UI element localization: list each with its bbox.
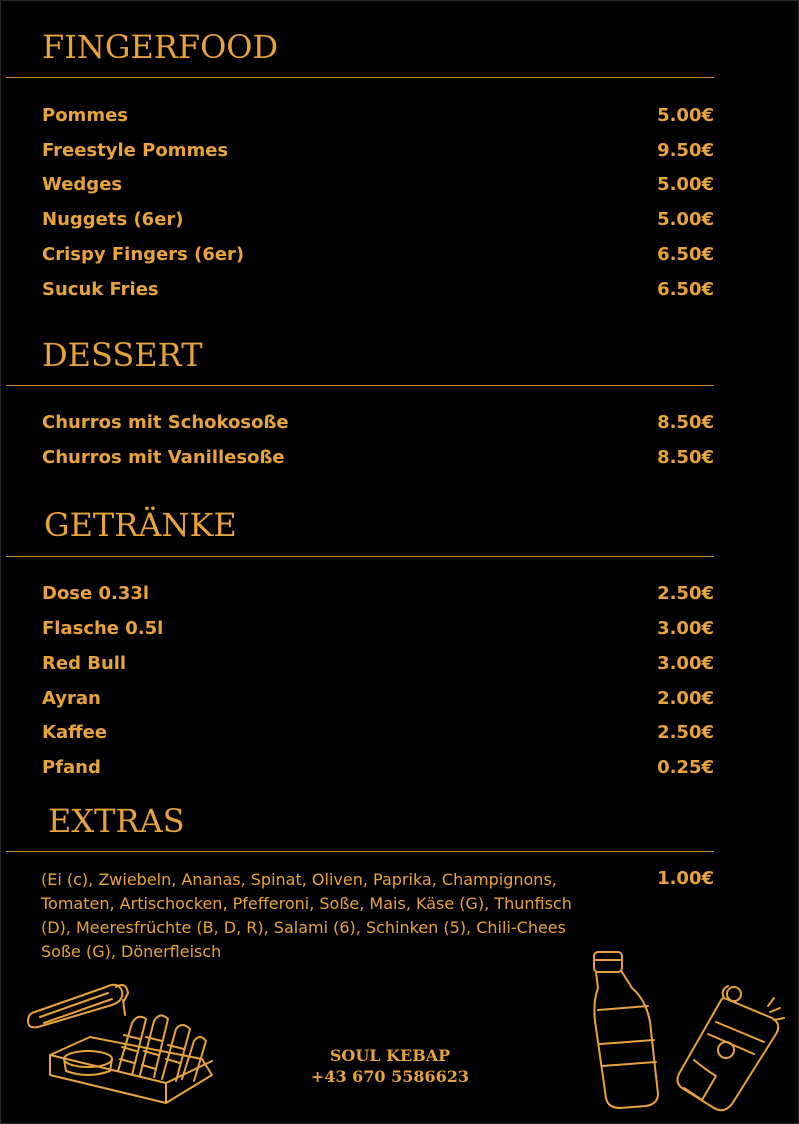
churros-icon [26, 975, 226, 1110]
item-price: 5.00€ [657, 173, 714, 195]
phone-number: +43 670 5586623 [310, 1067, 470, 1086]
menu-item [42, 276, 714, 302]
divider [6, 851, 714, 852]
item-price: 2.50€ [657, 721, 714, 743]
menu-item [42, 241, 714, 267]
menu-item [42, 650, 714, 676]
menu-item [42, 206, 714, 232]
item-price: 8.50€ [657, 411, 714, 433]
section-title-fingerfood: FINGERFOOD [42, 28, 279, 66]
menu-item [42, 615, 714, 641]
item-name: Pfand [42, 756, 101, 778]
item-price: 5.00€ [657, 208, 714, 230]
divider [6, 385, 714, 386]
divider [6, 556, 714, 557]
menu-item [42, 580, 714, 606]
section-title-getraenke: GETRÄNKE [44, 506, 237, 544]
extras-description: (Ei (c), Zwiebeln, Ananas, Spinat, Oliven, Paprika, Champignons, Tomaten, Artischocken, Pfefferoni, Soße, Mais, Käse (G), Thunfisch (D), Meeresfrüchte (B, D, R), Salami (6), Schinken (5), Chili-Chees Soße (G), Dönerfleisch [41, 870, 572, 961]
item-name: Ayran [42, 687, 101, 709]
item-name: Sucuk Fries [42, 278, 159, 300]
section-title-extras: EXTRAS [48, 802, 185, 840]
item-price: 3.00€ [657, 617, 714, 639]
menu-item [42, 171, 714, 197]
menu-item [42, 719, 714, 745]
divider [6, 77, 714, 78]
bottle-icon [588, 948, 678, 1113]
item-price: 9.50€ [657, 139, 714, 161]
item-name: Red Bull [42, 652, 127, 674]
menu-item [42, 754, 714, 780]
item-price: 8.50€ [657, 446, 714, 468]
item-name: Churros mit Vanillesoße [42, 446, 285, 468]
section-title-dessert: DESSERT [42, 336, 203, 374]
item-name: Freestyle Pommes [42, 139, 229, 161]
item-price: 6.50€ [657, 278, 714, 300]
item-name: Kaffee [42, 721, 108, 743]
item-price: 0.25€ [657, 756, 714, 778]
footer [290, 1045, 490, 1087]
menu-item [42, 409, 714, 435]
menu-item [42, 137, 714, 163]
restaurant-name: SOUL KEBAP [329, 1046, 451, 1065]
extras-price: 1.00€ [657, 868, 714, 889]
item-price: 2.50€ [657, 582, 714, 604]
item-price: 5.00€ [657, 104, 714, 126]
item-price: 6.50€ [657, 243, 714, 265]
can-icon [672, 980, 787, 1115]
item-name: Wedges [42, 173, 123, 195]
item-name: Churros mit Schokosoße [42, 411, 289, 433]
item-name: Pommes [42, 104, 128, 126]
item-name: Nuggets (6er) [42, 208, 184, 230]
item-name: Dose 0.33l [42, 582, 150, 604]
menu-item [42, 685, 714, 711]
item-price: 3.00€ [657, 652, 714, 674]
item-name: Crispy Fingers (6er) [42, 243, 245, 265]
menu-item [42, 444, 714, 470]
menu-item [42, 102, 714, 128]
item-price: 2.00€ [657, 687, 714, 709]
item-name: Flasche 0.5l [42, 617, 164, 639]
